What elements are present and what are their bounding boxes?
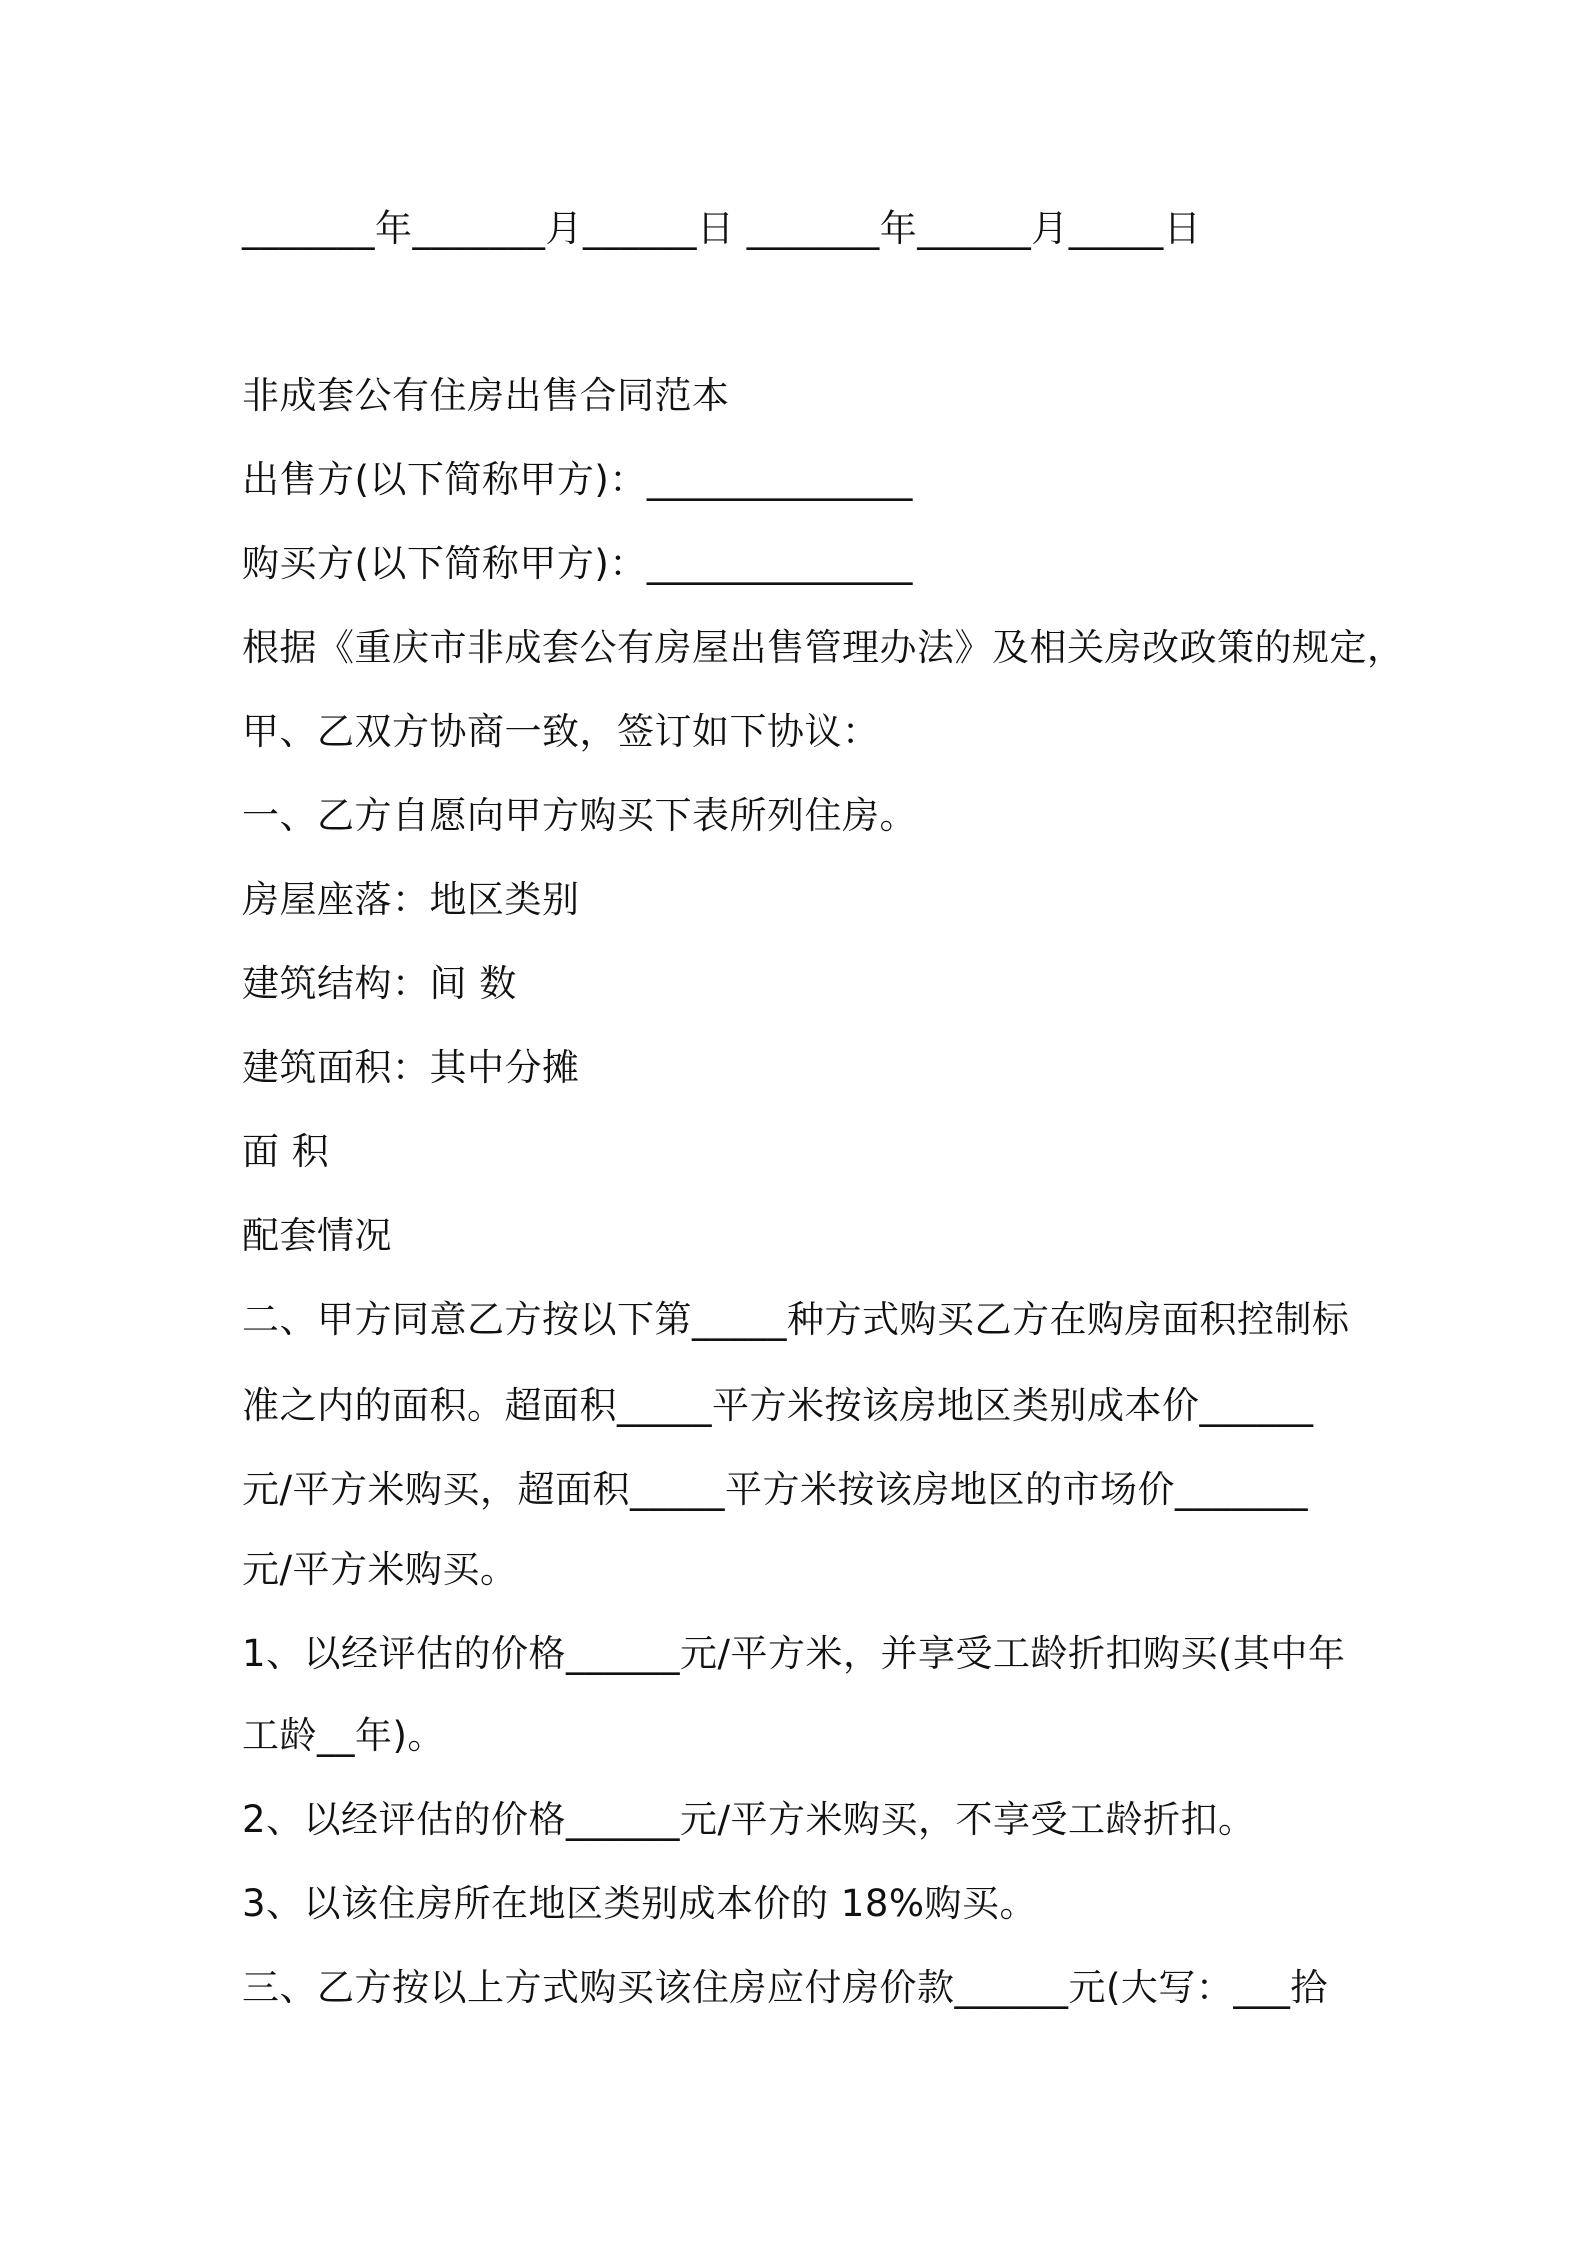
area-line: 面 积 — [242, 1130, 330, 1173]
clause-2-line-4: 元/平方米购买。 — [242, 1548, 518, 1591]
basis-paragraph-line-1: 根据《重庆市非成套公有房屋出售管理办法》及相关房改政策的规定， — [242, 626, 1405, 669]
option-3-line: 3、以该住房所在地区类别成本价的 18%购买。 — [242, 1882, 1038, 1925]
buyer-line: 购买方(以下简称甲方)：______________ — [242, 542, 913, 585]
clause-2-line-3: 元/平方米购买，超面积_____平方米按该房地区的市场价_______ — [242, 1468, 1308, 1511]
document-title: 非成套公有住房出售合同范本 — [242, 374, 730, 417]
clause-3-line: 三、乙方按以上方式购买该住房应付房价款______元(大写：___拾 — [242, 1966, 1328, 2009]
clause-2-line-1: 二、甲方同意乙方按以下第_____种方式购买乙方在购房面积控制标 — [242, 1298, 1350, 1341]
basis-paragraph-line-2: 甲、乙双方协商一致，签订如下协议： — [242, 710, 880, 753]
option-1-line-2: 工龄__年)。 — [242, 1714, 445, 1757]
option-1-line-1: 1、以经评估的价格______元/平方米，并享受工龄折扣购买(其中年 — [242, 1632, 1346, 1675]
building-area-line: 建筑面积：其中分摊 — [242, 1046, 580, 1089]
seller-line: 出售方(以下简称甲方)：______________ — [242, 458, 913, 501]
house-location-line: 房屋座落：地区类别 — [242, 878, 580, 921]
clause-1: 一、乙方自愿向甲方购买下表所列住房。 — [242, 794, 917, 837]
option-2-line: 2、以经评估的价格______元/平方米购买，不享受工龄折扣。 — [242, 1798, 1256, 1841]
building-structure-line: 建筑结构：间 数 — [242, 962, 517, 1005]
date-line: _______年_______月______日 _______年______月_____日 — [242, 207, 1202, 250]
clause-2-line-2: 准之内的面积。超面积_____平方米按该房地区类别成本价______ — [242, 1384, 1314, 1427]
facilities-line: 配套情况 — [242, 1214, 392, 1257]
